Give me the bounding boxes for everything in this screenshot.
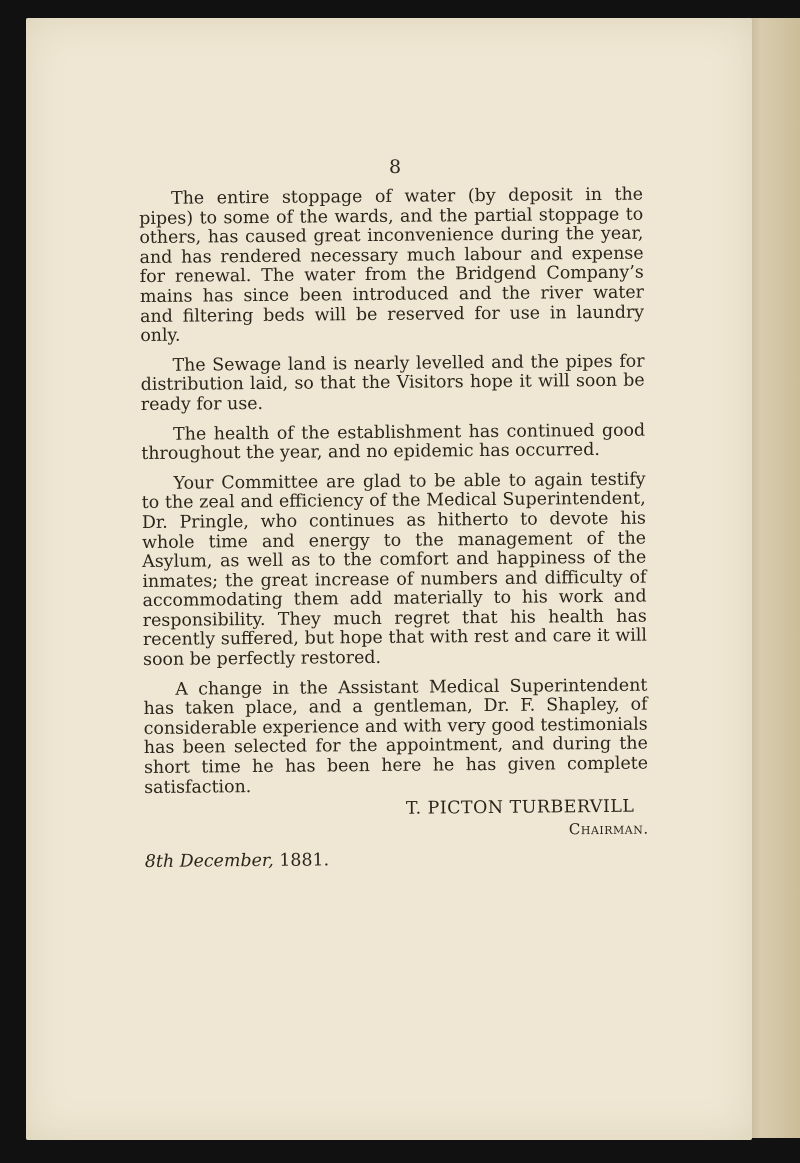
paragraph-medical-superintendent: Your Committee are glad to be able to again testify to the zeal and efficiency of the Medical Superintendent, Dr. Pringle, who continues as hitherto to devote his whole time and energy to the management of the Asylum, as well as to the comfort and happiness of the inmates; the great increase of numbers and difficulty of accommodating them add materially to his work and responsibility. They much regret that his health has recently suffered, but hope that with rest and care it will soon be perfectly restored.	[141, 469, 647, 671]
page-number: 8	[388, 156, 402, 178]
paragraph-water-supply: The entire stoppage of water (by deposit in the pipes) to some of the wards, and the partial stoppage to others, has caused great inconvenience during the year, and has rendered necessary much labour and expense for renewal. The water from the Bridgend Company’s mains has since been introduced and the river water and filtering beds will be reserved for use in laundry only.	[139, 184, 645, 347]
report-date-year: 1881.	[273, 850, 330, 872]
paragraph-assistant-superintendent: A change in the Assistant Medical Superintendent has taken place, and a gentleman, Dr. F. Shapley, of considerable experience and with very good testimonials has been selected for the appointment, and during the short time he has been here he has given complete satisfaction.	[143, 675, 649, 798]
signatory-title: Chairman.	[568, 819, 649, 839]
signatory-name: T. PICTON TURBERVILL	[405, 796, 635, 819]
report-date-day: 8th December,	[144, 851, 274, 873]
paragraph-sewage-land: The Sewage land is nearly levelled and the pipes for distribution laid, so that the Visitors hope it will soon be ready for use.	[140, 351, 645, 415]
paragraph-health: The health of the establishment has continued good throughout the year, and no epidemic has occurred.	[141, 420, 646, 465]
signature-block	[144, 798, 648, 844]
report-body	[139, 186, 649, 873]
